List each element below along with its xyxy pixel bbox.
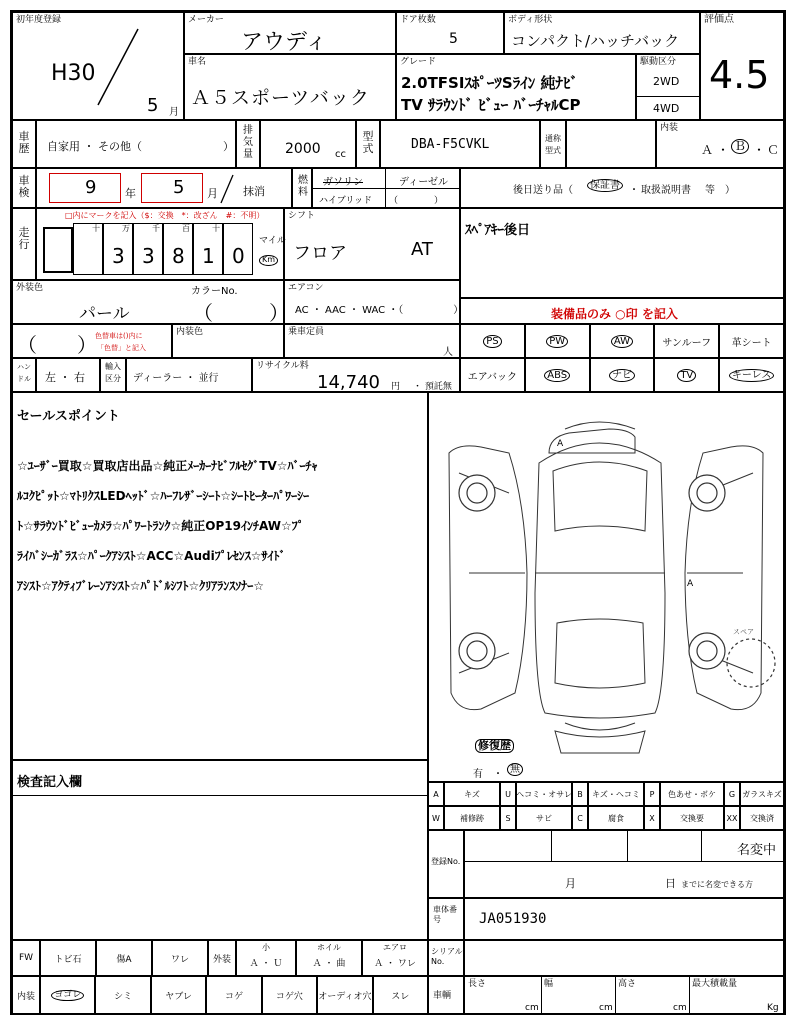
odometer-unit: 百 (182, 224, 190, 233)
deregistered: 抹消 (243, 185, 265, 198)
size-label: 車輌 (433, 991, 452, 1001)
common-model-cell (566, 120, 656, 168)
interior-cond-text: コゲ (224, 992, 243, 1002)
legend-code: W (428, 806, 444, 830)
interior-grade-label: 内装 (660, 123, 679, 133)
handle-cell (36, 358, 100, 392)
grade-line-2: TV ｻﾗｳﾝﾄﾞ ﾋﾞｭｰ ﾊﾞｰﾁｬﾙCP (401, 96, 581, 114)
import-cell (126, 358, 252, 392)
legend-code: P (644, 782, 660, 806)
handle-value: 左 ・ 右 (45, 371, 85, 384)
legend-meaning: サビ (516, 806, 572, 830)
fw-item: ワレ (152, 940, 208, 976)
fuel-label: 燃料 (298, 175, 308, 198)
equipment-item (590, 358, 655, 392)
maker-label: メーカー (188, 15, 224, 25)
fuel-other: （ ） (389, 196, 444, 206)
interior-grade-c: Ｃ (767, 143, 780, 157)
odometer-digit-box (73, 223, 103, 275)
interior-cond-item (262, 976, 317, 1015)
cc-unit: cc (335, 149, 346, 160)
odometer-digit-box (43, 227, 73, 273)
reg-label: 登録No. (431, 857, 461, 866)
equipment-label: ナビ (609, 369, 635, 382)
fuel-label-cell (292, 168, 312, 208)
exterior-item (296, 940, 362, 976)
displacement-label-cell (236, 120, 260, 168)
exterior-item (236, 940, 296, 976)
interior-cond-label: 内装 (12, 976, 40, 1015)
interior-grade-a: Ａ (701, 143, 714, 157)
import-label: 輸入区分 (105, 362, 121, 383)
car-diagram (429, 393, 783, 781)
capacity-label: 乗車定員 (288, 327, 325, 337)
sales-point-line: ﾄ☆ｻﾗｳﾝﾄﾞﾋﾞｭｰｶﾒﾗ☆ﾊﾟﾜｰﾄﾗﾝｸ☆純正OP19ｲﾝﾁAW☆ﾌﾟ (17, 519, 304, 533)
fw-item: 傷A (96, 940, 152, 976)
equipment-item (719, 324, 784, 358)
inspection-label: 車検 (18, 174, 30, 199)
exterior-item-label: ホイル (317, 943, 341, 952)
odometer-digit-box (133, 223, 163, 275)
ac-options: AC ・ AAC ・ WAC ・（ ） (295, 305, 464, 316)
car-name-cell (184, 54, 396, 120)
model-value: DBA-F5CVKL (411, 137, 490, 152)
score-label: 評価点 (704, 14, 734, 25)
recycle-cell (252, 358, 460, 392)
handle-label: ハンドル (17, 363, 31, 383)
docs-etc: 等 ） (705, 185, 735, 196)
reg-day: 日 (665, 877, 676, 890)
length-label: 長さ (468, 979, 487, 989)
exterior-item-values: Ａ ・ 曲 (312, 959, 346, 969)
odometer-unit: 万 (122, 224, 130, 233)
interior-cond-item (206, 976, 261, 1015)
inspection-notes-cell (12, 760, 428, 940)
month-unit: 月 (169, 107, 179, 118)
equipment-label: PW (546, 335, 568, 348)
exterior-item-values: Ａ ・ ワレ (374, 959, 416, 969)
inspection-year: 9 (85, 177, 97, 198)
sales-point-line: ﾗｲﾊﾞｼｰｶﾞﾗｽ☆ﾊﾟｰｸｱｼｽﾄ☆ACC☆Audiﾌﾟﾚｾﾝｽ☆ｻｲﾄﾞ (17, 549, 286, 563)
legend-meaning: 交換済 (740, 806, 784, 830)
score-cell (700, 12, 784, 120)
equipment-label: 革シート (731, 337, 772, 349)
interior-color-label: 内装色 (176, 327, 204, 337)
legend-code: G (724, 782, 740, 806)
history-label: 車歴 (18, 130, 30, 155)
body-value: コンパクト/ハッチバック (511, 32, 680, 50)
history-close: ） (223, 140, 234, 153)
spare-label: スペア (733, 628, 754, 636)
reg-month: 月 (565, 877, 576, 890)
width-unit: cm (599, 1003, 613, 1013)
equipment-item (460, 358, 525, 392)
equipment-header: 装備品のみ ○印 を記入 (551, 307, 678, 321)
interior-cond-item (151, 976, 206, 1015)
odometer-digit: 1 (202, 244, 215, 268)
max-load-label: 最大積載量 (692, 979, 738, 989)
import-label-cell (100, 358, 126, 392)
equipment-item (719, 358, 784, 392)
equipment-item (590, 324, 655, 358)
body-label: ボディ形状 (508, 15, 553, 25)
car-name-value: Ａ５スポーツバック (191, 87, 370, 109)
odometer-digit-box (103, 223, 133, 275)
equipment-label: エアバック (467, 371, 517, 383)
vin-label-cell (428, 898, 464, 940)
displacement-cell (260, 120, 356, 168)
model-cell (380, 120, 540, 168)
shift-type: AT (411, 239, 433, 260)
history-cell (36, 120, 236, 168)
legend-code: XX (724, 806, 740, 830)
exterior-item (362, 940, 428, 976)
damage-mark-right: A (687, 579, 694, 589)
damage-legend (428, 782, 784, 830)
color-no-close: ） (269, 301, 289, 325)
auction-sheet (10, 10, 786, 1015)
year-unit: 年 (125, 187, 136, 200)
doors-label: ドア枚数 (400, 15, 436, 25)
grade-line-1: 2.0TFSIｽﾎﾟｰﾂSﾗｲﾝ 純ﾅﾋﾞ (401, 74, 578, 92)
legend-meaning: 色あせ・ボケ (660, 782, 724, 806)
inspection-month: 5 (173, 177, 185, 198)
legend-meaning: ヘコミ・オサレ (516, 782, 572, 806)
sales-point-line: ﾙｺｸﾋﾟｯﾄ☆ﾏﾄﾘｸｽLEDﾍｯﾄﾞ☆ﾊｰﾌﾚｻﾞｰｼｰﾄ☆ｼｰﾄﾋｰﾀｰﾊﾟﾜｰｼｰ (17, 489, 310, 503)
fw-label: FW (12, 940, 40, 976)
docs-label: 後日送り品（ (513, 185, 573, 196)
history-label-cell (12, 120, 36, 168)
grade-cell (396, 54, 636, 120)
sales-point-line: ｱｼｽﾄ☆ｱｸﾃｨﾌﾞﾚｰﾝｱｼｽﾄ☆ﾊﾟﾄﾞﾙｼﾌﾄ☆ｸﾘｱﾗﾝｽｿﾅｰ☆ (17, 579, 265, 593)
maker-cell (184, 12, 396, 54)
doors-cell (396, 12, 504, 54)
serial-label-cell (428, 940, 464, 976)
body-cell (504, 12, 700, 54)
interior-cond-item (40, 976, 95, 1015)
interior-cond-item (95, 976, 150, 1015)
shift-label: シフト (288, 211, 316, 221)
mileage-label-cell (12, 208, 36, 280)
repaint-close: ） (77, 333, 97, 357)
repair-yes: 有 (473, 769, 483, 780)
mileage-label: 走行 (18, 226, 30, 251)
interior-cond-item (373, 976, 428, 1015)
interior-color-cell (172, 324, 284, 358)
equipment-label: AW (611, 335, 633, 348)
ac-label: エアコン (288, 283, 324, 293)
drive-label: 駆動区分 (640, 57, 677, 67)
legend-meaning: キズ (444, 782, 500, 806)
exterior-color-value: パール (79, 304, 130, 324)
displacement-value: 2000 (285, 141, 321, 157)
sales-point-cell (12, 392, 428, 760)
reg-cell (464, 830, 784, 898)
reg-label-cell (428, 830, 464, 898)
exterior-item-values: Ａ ・ Ｕ (249, 959, 283, 969)
equipment-item (525, 324, 590, 358)
ac-cell (284, 280, 464, 324)
odometer-digit: 3 (112, 244, 125, 268)
vin-label: 車体番号 (433, 905, 457, 924)
odometer (43, 223, 255, 275)
drive-4wd: 4WD (653, 102, 680, 115)
car-diagram-cell: A A スペア 修復歴 有 ・ 無 (428, 392, 784, 782)
interior-cond-text: シミ (114, 992, 133, 1002)
inspection-month-box (141, 173, 203, 203)
legend-code: B (572, 782, 588, 806)
legend-meaning: キズ・ヘコミ (588, 782, 644, 806)
legend-meaning: 交換要 (660, 806, 724, 830)
legend-code: C (572, 806, 588, 830)
inspection-notes-title: 検査記入欄 (17, 775, 83, 790)
odometer-digit: 0 (232, 244, 245, 268)
yen-unit: 円 (391, 382, 401, 392)
mileage-cell (36, 208, 284, 280)
interior-cond-text: コゲ穴 (275, 992, 303, 1002)
equipment-item (525, 358, 590, 392)
size-label-cell (428, 976, 464, 1015)
slash-divider (93, 27, 143, 107)
shift-cell (284, 208, 460, 280)
fuel-diesel: ディーゼル (399, 177, 448, 188)
equipment-item (654, 324, 719, 358)
exterior-color-label: 外装色 (16, 283, 44, 293)
equipment-label: ABS (544, 369, 570, 382)
drive-cell (636, 54, 700, 120)
notes-text: ｽﾍﾟｱｷｰ後日 (465, 223, 531, 238)
docs-manual: 取扱説明書 (641, 185, 691, 196)
shift-position: フロア (293, 243, 347, 264)
sales-point-title: セールスポイント (17, 409, 120, 424)
capacity-cell (284, 324, 460, 358)
equipment-label: キーレス (729, 369, 775, 382)
odometer-digit: 8 (172, 244, 185, 268)
month-unit-2: 月 (207, 187, 218, 200)
repaint-open: （ (17, 333, 37, 357)
height-unit: cm (673, 1003, 687, 1013)
serial-label: シリアルNo. (431, 947, 463, 966)
displacement-label: 排気量 (243, 125, 253, 160)
exterior-item-label: エアロ (383, 943, 407, 952)
docs-cell: 後日送り品（ 保証書 ・ 取扱説明書 等 ） (460, 168, 784, 208)
handle-label-cell (12, 358, 36, 392)
fuel-cell (312, 168, 460, 208)
repair-no: 無 (507, 763, 523, 776)
size-cell (464, 976, 784, 1015)
exterior-label: 外装 (208, 940, 236, 976)
repaint-cell (12, 324, 172, 358)
interior-cond-text: スレ (391, 992, 410, 1002)
recycle-amount: 14,740 (317, 372, 380, 393)
legend-code: A (428, 782, 444, 806)
deposited: ・ 預託無 (413, 382, 452, 392)
color-no-label: カラーNo. (191, 286, 238, 297)
equipment-item (460, 324, 525, 358)
equipment-label: PS (483, 335, 501, 348)
history-value: 自家用 ・ その他（ (47, 140, 142, 153)
equipment-label: TV (677, 369, 696, 382)
interior-grade-cell: 内装 Ａ ・ Ｂ ・ Ｃ (656, 120, 784, 168)
drive-2wd: 2WD (653, 75, 680, 88)
legend-meaning: 腐食 (588, 806, 644, 830)
fuel-hybrid: ハイブリッド (319, 196, 373, 206)
interior-cond-text: オーディオ穴 (318, 992, 372, 1002)
sales-point-lines (17, 451, 423, 601)
fuel-gasoline: ガソリン (323, 177, 363, 188)
equipment-grid (460, 324, 784, 392)
docs-warranty: 保証書 (587, 179, 623, 192)
interior-grade-b: Ｂ (731, 139, 749, 154)
km-unit: Km (259, 255, 278, 266)
repaint-note-2: 「色替」と記入 (97, 344, 146, 352)
repair-label: 修復歴 (475, 739, 514, 753)
interior-cond-text: ヨゴレ (51, 990, 84, 1002)
vin-cell (464, 898, 784, 940)
exterior-item-label: 小 (262, 943, 270, 952)
first-registration-month: 5 (147, 95, 159, 116)
fw-item: トビ石 (40, 940, 96, 976)
recycle-label: リサイクル料 (256, 361, 309, 371)
legend-code: X (644, 806, 660, 830)
equipment-item (654, 358, 719, 392)
capacity-unit: 人 (443, 347, 453, 358)
interior-cond-item (317, 976, 372, 1015)
legend-meaning: 補修跡 (444, 806, 500, 830)
first-registration-cell (12, 12, 184, 120)
odometer-digit-box (223, 223, 253, 275)
odometer-digit-box (163, 223, 193, 275)
inspection-cell (36, 168, 292, 208)
equipment-header-cell (460, 298, 784, 324)
odometer-unit: 十 (212, 224, 220, 233)
max-load-unit: Kg (767, 1003, 779, 1013)
model-label-cell (356, 120, 380, 168)
odometer-unit: 千 (152, 224, 160, 233)
height-label: 高さ (618, 979, 637, 989)
reg-deadline: までに名変できる方 (681, 880, 753, 889)
import-value: ディーラー ・ 並行 (133, 373, 219, 384)
repaint-note-1: 色替車は()内に (95, 332, 143, 340)
color-no-open: （ (193, 301, 213, 325)
length-unit: cm (525, 1003, 539, 1013)
serial-cell (464, 940, 784, 976)
mileage-note: □内にマークを記入（$：交換 *：改ざん #：不明） (65, 211, 265, 220)
model-label: 型式 (362, 130, 374, 155)
odometer-digit-box (193, 223, 223, 275)
common-model-label-cell (540, 120, 566, 168)
maker-value: アウディ (241, 30, 328, 55)
score-value: 4.5 (709, 53, 770, 97)
vin-value: JA051930 (479, 911, 547, 927)
legend-code: S (500, 806, 516, 830)
common-model-label: 通称型式 (545, 134, 561, 155)
damage-mark-front: A (557, 439, 564, 449)
inspection-label-cell (12, 168, 36, 208)
first-registration-year: H30 (51, 61, 96, 86)
name-change: 名変中 (737, 843, 777, 858)
bottom-condition-rows (12, 940, 428, 1015)
exterior-color-cell (12, 280, 289, 325)
odometer-unit: 十 (92, 224, 100, 233)
car-name-label: 車名 (188, 57, 207, 67)
sales-point-line: ☆ﾕｰｻﾞｰ買取☆買取店出品☆純正ﾒｰｶｰﾅﾋﾞﾌﾙｾｸﾞTV☆ﾊﾞｰﾁｬ (17, 459, 318, 473)
legend-meaning: ガラスキズ (740, 782, 784, 806)
interior-cond-text: ヤブレ (165, 992, 192, 1002)
doors-value: 5 (449, 31, 458, 47)
legend-code: U (500, 782, 516, 806)
equipment-label: サンルーフ (662, 337, 712, 349)
first-registration-label: 初年度登録 (16, 15, 62, 25)
grade-label: グレード (400, 57, 437, 67)
width-label: 幅 (544, 979, 554, 989)
mile-unit: マイル (259, 236, 286, 246)
odometer-digit: 3 (142, 244, 155, 268)
notes-cell (460, 208, 784, 298)
